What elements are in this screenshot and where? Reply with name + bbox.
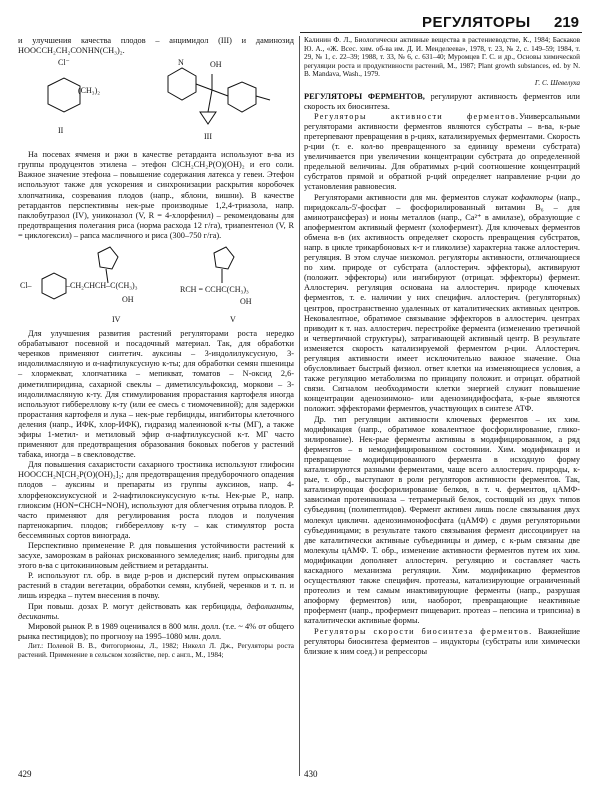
paragraph-ethephon: На посевах ячменя и ржи в качестве ретарданта используют в-ва из группы продуцентов этилена – этефон ClCH₂CH₂P(O)(OH)₂ и его соли. Важное значение этефона – повышение содержания латекса у гевеи. Этефон используют также для ускорения и синхронизации раскрытия коробочек хлопчатника, созревания плодов (напр., яблони, вишни). В качестве ретардантов перспективны нек-рые производные 1,2,4-триазола, напр. паклобутразол (IV), униконазол (V, R = 4-хлорфенил) – рекомендованы для предотвращения полегания риса (норма расхода 12 г/га), триапентенол (V, R = циклогексил) – рапса масличного и риса (300–750 г/га). [18,150,294,240]
compound-ii-label: II [58,126,64,136]
iv-chain-label: –CH₂CHCH–C(CH₃)₃ [66,281,138,291]
piperidine-ring [48,78,80,112]
article-title: РЕГУЛЯТОРЫ ФЕРМЕНТОВ, [304,91,425,101]
chloro-label: Cl– [20,281,32,291]
chloride-label: Cl⁻ [58,58,70,68]
chlorophenyl-ring [42,273,66,299]
section-biosynthesis-title: Регуляторы скорости биосинтеза ферментов. [314,626,533,636]
section-activity-title: Регуляторы активности ферментов. [314,111,520,121]
header-rule [300,32,582,33]
structures-iv-v [18,241,294,329]
section-biosynthesis [304,627,580,657]
references: Калинин Ф. Л., Биологически активные вещества в растениеводстве, К., 1984; Баскаков Ю. А., «Ж. Всес. хим. об-ва им. Д. И. Менделеева», 1978, т. 23, № 2, с. 149–59; 1984, т. 29, № 1, с. 22–39; 1988, т. 33, № 6, с. 631–40; Муромцев Г. С. и др., Основы химической регуляции роста и продуктивности растений, М., 1987; Plant growth substances, ed. by N. B. Mandava, Wash., 1979. [304,36,580,79]
cofactors-lead: Регуляторами активности для мн. ферментов служат [314,192,508,202]
defoliants-text: дефолианты, десиканты. [18,601,294,621]
structures-ii-iii [18,56,294,150]
triazole-ring-v [214,247,234,269]
nitrogen-label: N [178,58,184,68]
section-activity [304,112,580,193]
v-hydroxyl-label: OH [240,297,252,307]
phenyl-ring [228,82,256,112]
paragraph-seed-treatment: Для улучшения развития растений регуляторами роста нередко обрабатывают посевной и посадочный материал. Так, для обработки черенков применяют синтетич. ауксины – 3-индолилуксусную, 3-индолилмасляную и α-нафтилуксусную к-ты; для обработки семян пшеницы – хлормекват, хлопчатника – мепикват, томатов – N-оксид 2,6-диметилпиридина, сахарной свеклы – диметилсульфоксид, моркови – 3-индолилмасляную к-ту. Для стимулирования прорастания картофеля иногда используют гиббереллову к-ту (или ее смесь с тиомочевиной); для задержки прорастания картофеля и лука – нек-рые гербициды, ингибиторы клеточного деления (напр., ИФК, хлор-ИФК), гидразид малеиновой к-ты (МГ), а также эфиры 1-метил- и метиловый эфир α-нафтилуксусной к-т. МГ часто применяют для предотвращения образования боковых побегов у растений табака, иногда – в свекловодстве. [18,329,294,460]
left-column [18,36,294,659]
bond [196,84,212,90]
hydroxyl-label: OH [210,60,222,70]
paragraph-herbicides [18,602,294,622]
compound-iii-label: III [204,132,212,142]
paragraph-resistance: Перспективно применение Р. для повышения устойчивости растений к засухе, заморозкам в районах рискованного земледелия; наиб. пригодны для этого в-ва с цитокининовым действием и ретарданты. [18,541,294,571]
bond [256,96,270,100]
triazole-ring-iv [98,247,118,269]
intro-text: и улучшения качества плодов – анцимидол (III) и даминозид HOOCCH₂CH₂CONHN(CH₃)₂. [18,36,294,56]
section-activity-text: Универсальными регуляторами активности ферментов являются субстраты – в-ва, к-рые претерпевают превращения в р-циях, катализируемых ферментами. Скорость р-ции (т. е. кол-во превращенного за единицу времени субстрата) увеличивается при увеличении концентрации субстрата до определенной предельной величины. Для обратимых р-ций соотношение концентраций субстратов прямой и обратной р-ций определяет направление р-ции до установления равновесия. [304,111,580,192]
cofactors-term: кофакторы [511,192,553,202]
herbicides-text: При повыш. дозах Р. могут действовать как гербициды, [28,601,243,611]
cyclopropyl-ring [200,112,216,124]
bond [212,90,228,96]
literature: Лит.: Полевой В. В., Фитогормоны, Л., 1982; Никелл Л. Дж., Регуляторы роста растений. Применение в сельском хозяйстве, пер. с англ., М., 1984; [18,641,294,659]
paragraph-sugarcane: Для повышения сахаристости сахарного тростника используют глифосин HOOCCH₂N[CH₂P(O)(OH)₂]₂; для предотвращения предуборочного опадения плодов – ауксины и препараты из группы ауксинов, напр. 4-хлорфеноксиуксусной и 2-нафтилоксиуксусную к-ты. Нек-рые Р., напр. глиоксим (HON=CHCH=NOH), используют для облегчения отрыва плодов. Р. часто применяют для регулирования роста плодов и получения партенокарпич. плодов; гиббереллову к-ту – как стимулятор роста бессемянных сортов винограда. [18,460,294,540]
paragraph-chemical-modification: Др. тип регуляции активности ключевых ферментов – их хим. модификация (напр., обратимое ковалентное фосфорилирование, глико-зилирование). Нек-рые ферменты активны в модифицированном, а ряд ферментов – в немодифицированном состоянии. Хим. модификация и превращение модифицированного фермента в исходную форму катализируются разными ферментами, чаще всего аллостерич. природы, к-рые, т. обр., выступают в роли регуляторов активности ферментов. Так, катализирующая фосфорилирование белков, в т. ч. ферментов, цАМФ-зависимая протеинкиназа – тетрамерный белок, состоящий из двух типов субъединиц (полипептидов). Фермент активен лишь после связывания двух молекул цикличн. аденозинмонофосфата (цАМФ) с двумя регуляторными субъединицами; в результате такого связывания фермент диссоциирует на две каталитически активные субъединицы и димер, с к-рым связаны две молекулы цАМФ. Т. обр., изменение активности ферментов путем их хим. модификации дополняет аллостерич. регуляцию и составляет часть каскадного механизма регуляции. Хим. модификацию ферментов осуществляют также специфич. протеазы, катализирующие ограниченный протеолиз и тем самым инактивирующие ферменты (напр., разрушая апоформу ферментов) или, наоборот, превращающие неактивные профермент (напр., профермент пищеварит. протеаз – пепсина и трипсина) в каталитически активные формы. [304,414,580,626]
chemical-structure-diagram-2 [18,241,294,329]
article-author: Г. С. Шевелуха [534,78,580,87]
column-rule [299,36,300,776]
section-biosynthesis-text: Важнейшие регуляторы биосинтеза ферментов – индукторы (субстраты или химически близкие к ним соед.) и репрессоры [304,626,580,656]
paragraph-cofactors [304,193,580,415]
v-chain-label: RCH = CCHC(CH₃)₃ [180,285,249,295]
page-number: 219 [554,14,580,31]
bond [208,90,212,112]
pyrimidine-ring [168,68,196,100]
article-definition: регулируют активность ферментов или скорость их биосинтеза. [304,91,581,111]
article-heading [304,92,580,112]
compound-v-label: V [230,315,236,325]
paragraph-market: Мировой рынок Р. в 1989 оценивался в 800 млн. долл. (т.е. ~ 4% от общего рынка пестицидов); по прогнозу на 1995–1080 млн. долл. [18,621,294,641]
running-head: РЕГУЛЯТОРЫ [422,14,531,31]
folio-left: 429 [18,769,32,779]
folio-right: 430 [304,769,318,779]
right-column [304,36,580,657]
compound-iv-label: IV [112,315,121,325]
iv-hydroxyl-label: OH [122,295,134,305]
dimethyl-label: (CH₃)₂ [78,86,101,96]
paragraph-application: Р. используют гл. обр. в виде р-ров и дисперсий путем опрыскивания растений в стадии вегетации, обработки семян, клубней, черенков и т. п. и лишь изредка – путем внесения в почву. [18,571,294,601]
cofactors-text: (напр., пиридоксаль-5'-фосфат – фосфорилированный витамин В₆ – для аминотрансфераз) и ионы металлов (напр., Ca²⁺ в амилазе), образующие с апоферментом активный фермент (холофермент). Для ключевых ферментов обмена в-в (их активность определяет скорость превращения субстратов, напр. в цикле трикарбоновых к-т и гликолизе) характерна также аллостерич. регуляция. В этом случае низкомол. регуляторы активности, отличающиеся по хим. природе от субстрата (аллостерич. эффекторы), активируют (положит. эффекторы) или ингибируют (отрицат. эффекторы) фермент. Аллостерич. регуляция основана на аллостерич. природе ключевых ферментов, т. е. наличии у них специфич. аллостерич. (регуляторных) центров, пространственно удаленных от каталитических активных центров. Нековалентное, обратимое связывание эффекторов в аллостерич. центрах приводит к т. наз. аллостерич. перестройке фермента (изменению третичной и четвертичной структуры), затрагивающей активный центр. В результате изменяется скорость катализируемой ферментом р-ции. Аллостерич. регуляция активности имеет исключительно важное значение. Она обусловливает быстрый физиол. ответ клетки на изменяющиеся условия, а также регуляцию метаболизма по принципу положит. и отрицат. обратной связи. Сигналом необходимости клетки энергией служит повышение концентрации аденозинмоно- или аденозиндифосфата, к-рые являются положит. эффекторами ферментов, участвующих в синтезе АТФ. [304,192,581,414]
